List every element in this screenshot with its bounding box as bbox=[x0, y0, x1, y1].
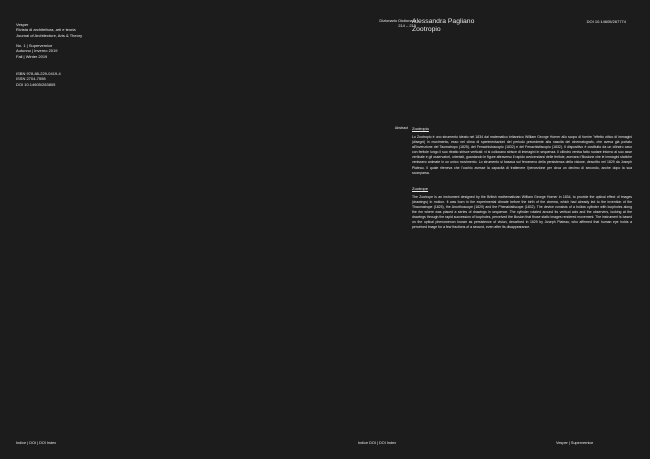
issue-doi: DOI 10.14605/263805 bbox=[16, 81, 56, 87]
issue-number: No. 1 | Supervernice bbox=[16, 43, 53, 48]
article-title: Zootropio bbox=[412, 26, 441, 34]
rubric-label: Dizionario Dictionary bbox=[379, 18, 416, 23]
journal-subtitle-it: Rivista di architettura, arti e teoria bbox=[16, 27, 76, 33]
journal-name: Vesper bbox=[16, 22, 29, 27]
article-header bbox=[412, 18, 562, 35]
issue-season-it: Autunno | Inverno 2019 bbox=[16, 48, 58, 54]
footer-left[interactable]: Indice | DOI | DOI Index bbox=[16, 441, 57, 445]
rubric bbox=[366, 18, 416, 29]
footer-center[interactable]: Indice DOI | DOI Index bbox=[358, 441, 397, 445]
article-author: Alessandra Pagliano bbox=[412, 18, 475, 25]
issue-season-en: Fall | Winter 2019 bbox=[16, 53, 48, 59]
abstract bbox=[412, 126, 632, 240]
page-range: 214 – 215 bbox=[398, 23, 416, 29]
identifiers bbox=[16, 71, 126, 87]
abstract-title-it: Zootropio bbox=[412, 126, 429, 131]
article-doi[interactable]: DOI 10.14605/267774 bbox=[586, 19, 626, 24]
footer-right: Vesper | Supervernice bbox=[556, 441, 594, 445]
abstract-label: Abstract bbox=[394, 126, 408, 130]
abstract-text-it: Lo Zootropio è uno strumento ideato nel 1834 dal matematico britannico William George Horner allo scopo di fornire "effetto ottico di immagini (disegni) in movimento, esso nel clima di sperimentazioni del periodo precedente alla nascita del cinematografo, che aveva già portato all'invenzione del Taumatropo (1825), del Fenachistoscopio (1832) e del Fenachistiscopio (1832). Il dispositivo è costituito da un cilindro cavo con feritoie lungo il suo ritratto strisce verticali: vi si collocano strisce di immagini in sequenza. Il cilindro veniva fatto ruotare intorno al suo asse verticale e gli osservatori, orientati, guardando le figure attraverso il rapido avvicendarsi delle feritoie, avevano l'illusione che le immagini statiche venissero animate in un unico movimento. Lo strumento si basava sul fenomeno della persistenza della visione, descritto nel 1829 da Joseph Plateau. Il quale riteneva che l'occhio avesse la capacità di trattenere l'percezione per circa un decimo di secondo, anche dopo la sua scomparsa. bbox=[412, 135, 632, 175]
isbn: ISBN 978-88-229-0419-4 bbox=[16, 71, 61, 76]
issn: ISSN 2704-7598 bbox=[16, 76, 46, 82]
abstract-text-en: The Zootrope is an instrument designed by the British mathematician William George Horner in 1834, to provide the optical effect of images (drawings) in motion. It was born in the experimental climate before the birth of the cinema, which had already led to the invention of the Thaumatrope (1825), the Anorthoscope (1829) and the Phenakistiscope (1832). The device consists of a hollow cylinder with loopholes along the rim where was placed a series of drawings in sequence. The cylinder rotated around its vertical axis and the observers, looking at the drawings through the rapid succession of loopholes, perceived the illusion that those static images rendered movement. The instrument is based on the optical phenomenon known as persistence of vision, described in 1829 by Joseph Plateau, who affirmed that human eye holds a perceived image for a few fractions of a second, even after its disappearance. bbox=[412, 194, 632, 230]
abstract-title-en: Zootrope bbox=[412, 185, 429, 191]
journal-info bbox=[16, 22, 126, 38]
issue-info bbox=[16, 43, 126, 59]
journal-subtitle-en: Journal of Architecture, Arts & Theory bbox=[16, 32, 83, 38]
